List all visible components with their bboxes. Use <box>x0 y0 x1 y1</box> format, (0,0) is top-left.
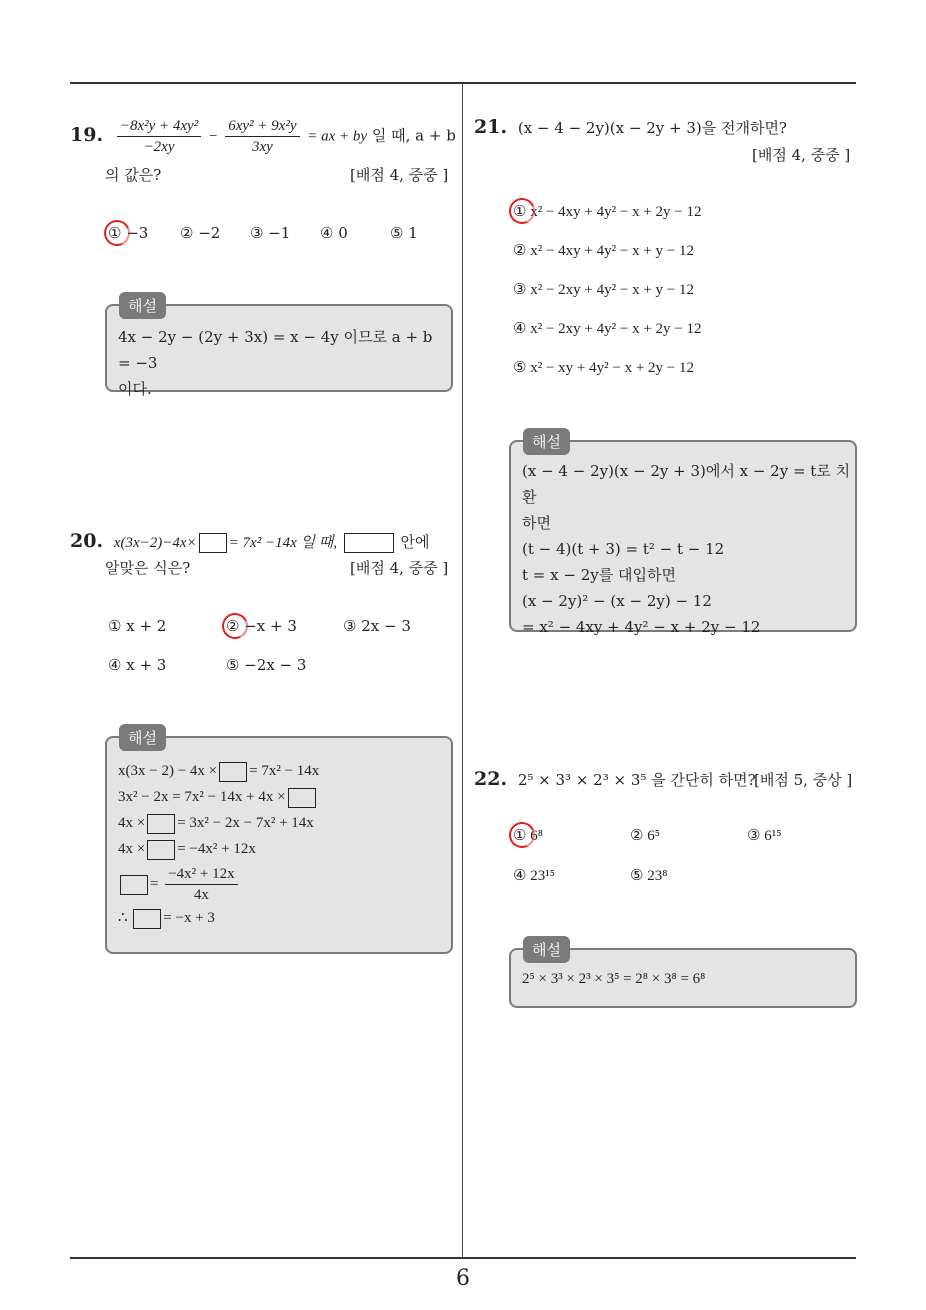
q21-choice-2[interactable]: ② x² − 4xy + 4y² − x + y − 12 <box>513 243 694 259</box>
q21-choice-4[interactable]: ④ x² − 2xy + 4y² − x + 2y − 12 <box>513 321 702 337</box>
q22-choice-3[interactable]: ③ 6¹⁵ <box>747 828 782 844</box>
fraction: $\frac{\text{−4x² + 12x}}{4x}$ <box>165 864 237 905</box>
q22-choice-5[interactable]: ⑤ 23⁸ <box>630 868 668 884</box>
question-19: 19. $\frac{\text{−8x²y + 4xy²}}{-2xy}$ − $\frac{\text{6xy² + 9x²y}}{3xy}$ = ax + by 일 때, a + b <box>70 118 456 155</box>
q21-solution-text: (x − 4 − 2y)(x − 2y + 3)에서 x − 2y = t로 치환 하면 (t − 4)(t + 3) = t² − t − 12 t = x − 2y를 대입하면 (x − 2y)² − (x − 2y) − 12 = x² − 4xy + 4y² − x + 2y − 12 <box>522 462 851 636</box>
q19-choice-4[interactable]: ④ 0 <box>320 224 348 242</box>
q19-choice-1[interactable]: ① −3 <box>108 224 149 242</box>
q19-solution-label: 해설 <box>119 292 166 319</box>
q19-choice-2[interactable]: ② −2 <box>180 224 221 242</box>
question-number: 20. <box>70 530 104 552</box>
q19-choice-3[interactable]: ③ −1 <box>250 224 291 242</box>
q22-choice-4[interactable]: ④ 23¹⁵ <box>513 868 555 884</box>
q19-solution-text: 4x − 2y − (2y + 3x) = x − 4y 이므로 a + b = −3 이다. <box>118 328 433 398</box>
equation-tail: = ax + by <box>307 128 368 145</box>
q20-choice-2[interactable]: ② −x + 3 <box>226 617 297 635</box>
question-number: 22. <box>474 768 508 790</box>
q20-solution-label: 해설 <box>119 724 166 751</box>
answer-mark-circle <box>505 194 538 227</box>
q20-choice-4[interactable]: ④ x + 3 <box>108 656 167 674</box>
q20-choice-5[interactable]: ⑤ −2x − 3 <box>226 656 307 674</box>
question-19-meta: [배점 4, 중중 ] <box>350 166 449 184</box>
q22-choice-2[interactable]: ② 6⁵ <box>630 828 660 844</box>
question-number: 19. <box>70 123 104 146</box>
question-20: 20. x(3x−2)−4x× = 7x² −14x 일 때, 안에 <box>70 530 430 552</box>
question-21 <box>474 116 854 139</box>
column-divider <box>462 84 463 1258</box>
fraction-1: $\frac{\text{−8x²y + 4xy²}}{-2xy}$ <box>117 116 201 157</box>
q22-solution-text: 2⁵ × 3³ × 2³ × 3⁵ = 2⁸ × 3⁸ = 6⁸ <box>522 971 706 987</box>
question-19-line2: 의 값은? <box>105 166 162 184</box>
q21-solution-label: 해설 <box>523 428 570 455</box>
question-21-meta: [배점 4, 중중 ] <box>752 146 851 164</box>
q20-solution-text: x(3x − 2) − 4x × = 7x² − 14x 3x² − 2x = 7x² − 14x + 4x × 4x × = 3x² − 2x − 7x² + 14x 4x × = −4x² + 12x = $\frac{\text{−4x² + 12x}}{4x}$ ∴ = −x + 3 <box>118 758 448 931</box>
q20-choice-1[interactable]: ① x + 2 <box>108 617 167 635</box>
q19-choice-5[interactable]: ⑤ 1 <box>390 224 418 242</box>
answer-mark-circle <box>218 609 251 642</box>
question-22-meta: [배점 5, 중상 ] <box>754 771 853 789</box>
q22-solution-label: 해설 <box>523 936 570 963</box>
bottom-rule <box>70 1257 856 1259</box>
question-text: (x − 4 − 2y)(x − 2y + 3)을 전개하면? <box>517 119 787 137</box>
question-20-line2: 알맞은 식은? <box>105 559 191 577</box>
q20-choice-3[interactable]: ③ 2x − 3 <box>343 617 411 635</box>
q21-choice-1[interactable]: ① x² − 4xy + 4y² − x + 2y − 12 <box>513 204 702 220</box>
question-number: 21. <box>474 116 508 138</box>
question-text: 일 때, a + b <box>367 126 456 145</box>
answer-mark-circle <box>505 818 538 851</box>
question-text: 2⁵ × 3³ × 2³ × 3⁵ 을 간단히 하면? <box>517 771 756 789</box>
q21-choice-5[interactable]: ⑤ x² − xy + 4y² − x + 2y − 12 <box>513 360 694 376</box>
blank-box <box>199 533 227 553</box>
question-20-meta: [배점 4, 중중 ] <box>350 559 449 577</box>
q22-choice-1[interactable]: ① 6⁸ <box>513 828 543 844</box>
top-rule <box>70 82 856 84</box>
q21-choice-3[interactable]: ③ x² − 2xy + 4y² − x + y − 12 <box>513 282 694 298</box>
blank-box <box>344 533 394 553</box>
answer-mark-circle <box>100 216 133 249</box>
fraction-2: $\frac{\text{6xy² + 9x²y}}{3xy}$ <box>225 116 299 157</box>
page-number: 6 <box>456 1266 470 1291</box>
